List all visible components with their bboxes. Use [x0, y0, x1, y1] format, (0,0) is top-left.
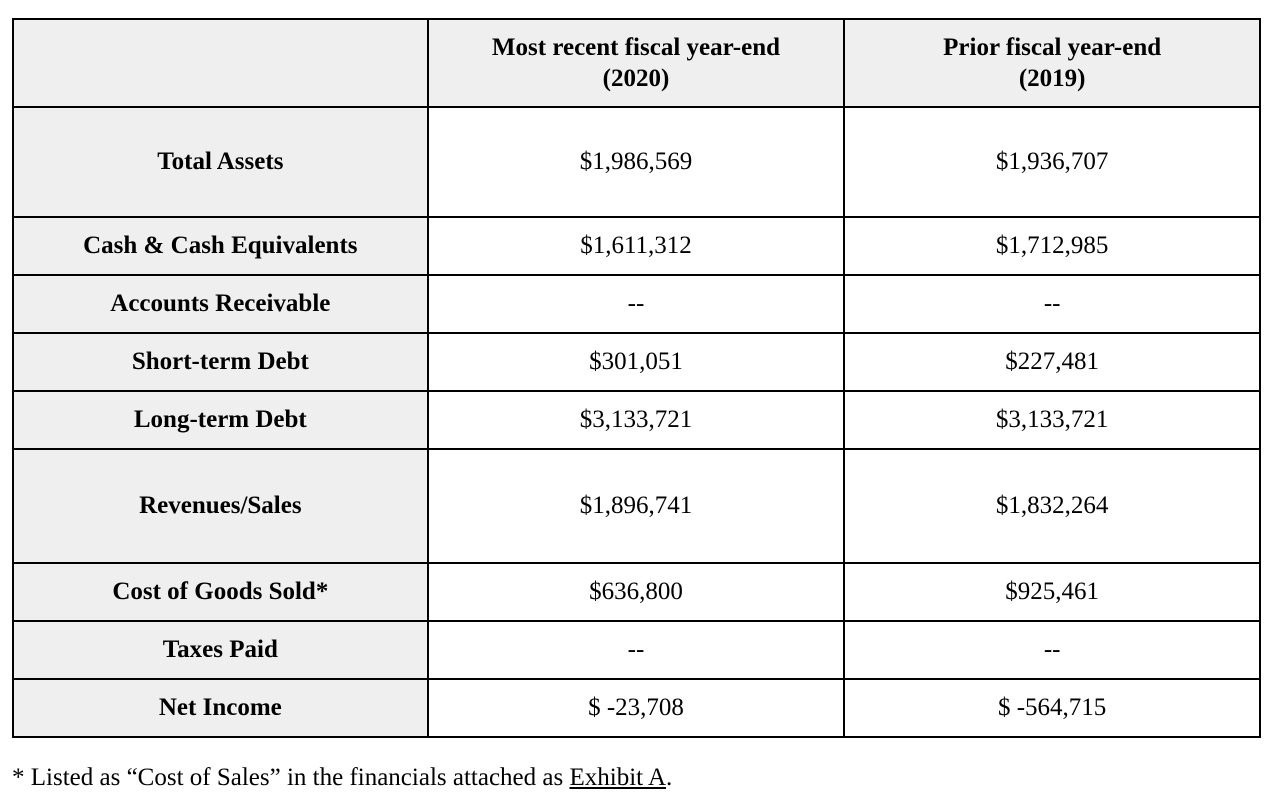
value-2019: $1,712,985 — [844, 217, 1260, 275]
header-2020-title: Most recent fiscal year-end — [491, 33, 781, 61]
table-row-net-income — [13, 679, 1260, 737]
value-2019: $3,133,721 — [844, 391, 1260, 449]
row-label: Revenues/Sales — [13, 449, 428, 563]
row-label: Short-term Debt — [13, 333, 428, 391]
row-label: Cost of Goods Sold* — [13, 563, 428, 621]
table-row-cogs — [13, 563, 1260, 621]
footnote — [12, 763, 672, 793]
row-label: Accounts Receivable — [13, 275, 428, 333]
value-2020: -- — [428, 621, 845, 679]
table-row-cash — [13, 217, 1260, 275]
table-row-total-assets — [13, 107, 1260, 217]
header-empty-cell — [13, 19, 428, 107]
header-2020 — [428, 19, 845, 107]
row-label: Long-term Debt — [13, 391, 428, 449]
row-label: Taxes Paid — [13, 621, 428, 679]
exhibit-a-link[interactable]: Exhibit A — [569, 764, 667, 791]
header-row — [13, 19, 1260, 107]
value-2020: $301,051 — [428, 333, 845, 391]
header-2019 — [844, 19, 1260, 107]
value-2019: -- — [844, 275, 1260, 333]
value-2020: $3,133,721 — [428, 391, 845, 449]
footnote-text: * Listed as “Cost of Sales” in the financials attached as — [12, 764, 570, 791]
table-row-revenues — [13, 449, 1260, 563]
header-2020-year: (2020) — [602, 65, 670, 92]
financial-summary-table — [12, 18, 1261, 738]
value-2020: $1,611,312 — [428, 217, 845, 275]
value-2020: -- — [428, 275, 845, 333]
value-2020: $1,896,741 — [428, 449, 845, 563]
row-label: Net Income — [13, 679, 428, 737]
value-2019: $ -564,715 — [844, 679, 1260, 737]
value-2020: $636,800 — [428, 563, 845, 621]
value-2019: $1,832,264 — [844, 449, 1260, 563]
value-2019: $227,481 — [844, 333, 1260, 391]
value-2019: $925,461 — [844, 563, 1260, 621]
value-2020: $ -23,708 — [428, 679, 845, 737]
value-2020: $1,986,569 — [428, 107, 845, 217]
table-row-short-term-debt — [13, 333, 1260, 391]
table-row-long-term-debt — [13, 391, 1260, 449]
value-2019: -- — [844, 621, 1260, 679]
table-row-accounts-receivable — [13, 275, 1260, 333]
header-2019-year: (2019) — [1018, 65, 1086, 92]
footnote-end: . — [666, 764, 673, 791]
header-2019-title: Prior fiscal year-end — [943, 33, 1162, 61]
table-row-taxes-paid — [13, 621, 1260, 679]
row-label: Cash & Cash Equivalents — [13, 217, 428, 275]
row-label: Total Assets — [13, 107, 428, 217]
value-2019: $1,936,707 — [844, 107, 1260, 217]
